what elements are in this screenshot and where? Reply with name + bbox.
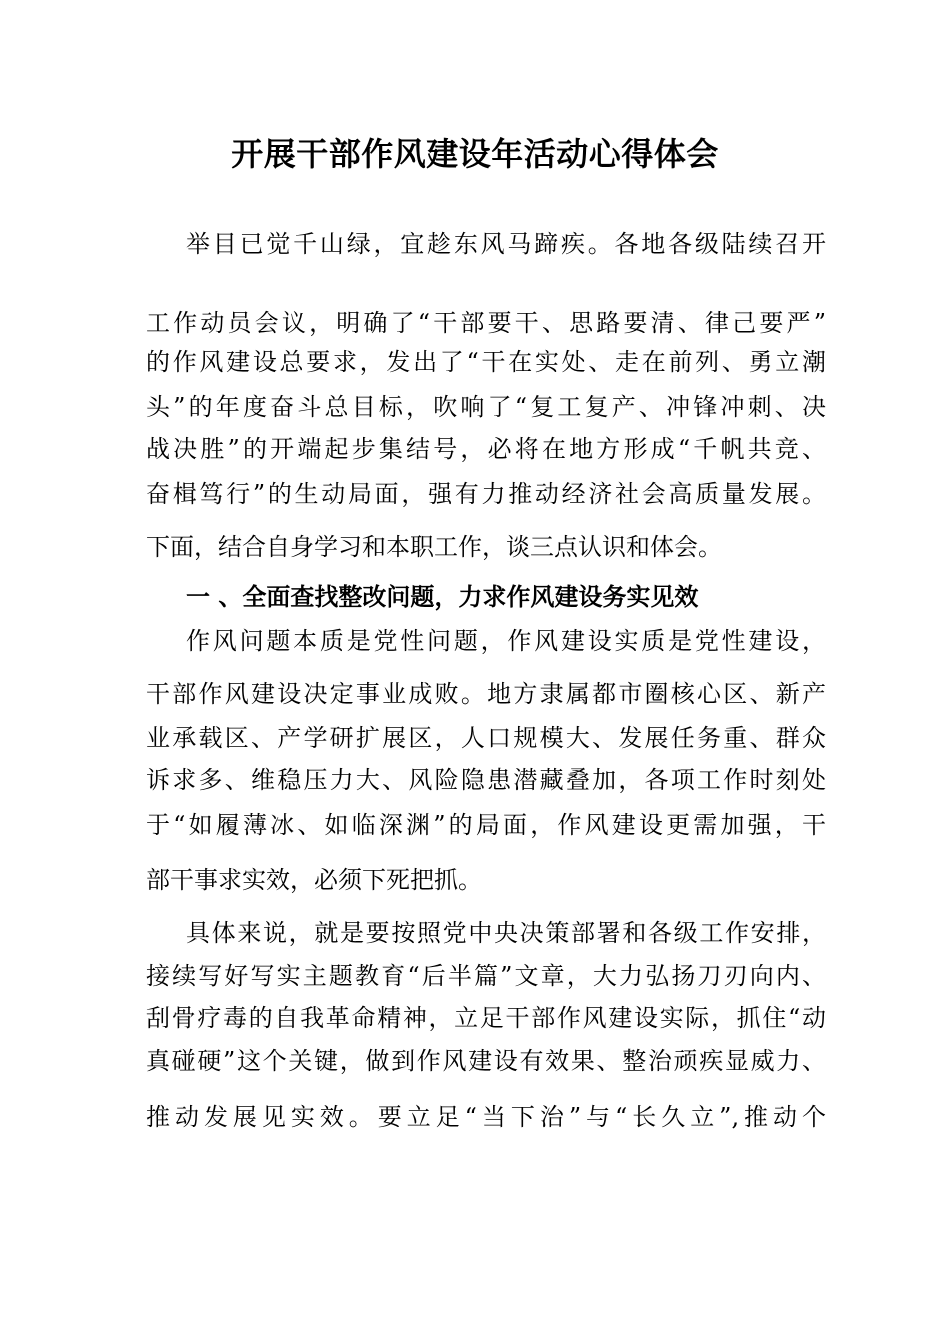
paragraph-3-line-2: 接续写好写实主题教育“后半篇”文章，大力弘扬刀刃向内、 <box>146 962 826 990</box>
paragraph-1-line-2: 工作动员会议，明确了“干部要干、思路要清、律己要严” <box>146 309 826 337</box>
paragraph-1-line-5: 战决胜”的开端起步集结号，必将在地方形成“千帆共竞、 <box>146 435 826 463</box>
paragraph-1-line-1: 举目已觉千山绿，宜趁东风马蹄疾。各地各级陆续召开 <box>186 230 826 258</box>
document-title: 开展干部作风建设年活动心得体会 <box>231 135 719 173</box>
paragraph-3-line-1: 具体来说，就是要按照党中央决策部署和各级工作安排， <box>186 919 826 947</box>
paragraph-1-line-3: 的作风建设总要求，发出了“干在实处、走在前列、勇立潮 <box>146 348 826 376</box>
section-1-heading: 一 、全面查找整改问题，力求作风建设务实见效 <box>186 583 699 611</box>
paragraph-2-line-2: 干部作风建设决定事业成败。地方隶属都市圈核心区、新产 <box>146 680 826 708</box>
paragraph-2-line-6: 部干事求实效，必须下死把抓。 <box>146 866 482 894</box>
paragraph-1-line-7: 下面，结合自身学习和本职工作，谈三点认识和体会。 <box>146 533 722 561</box>
paragraph-1-line-6: 奋楫笃行”的生动局面，强有力推动经济社会高质量发展。 <box>146 480 826 508</box>
paragraph-1-line-4: 头”的年度奋斗总目标，吹响了“复工复产、冲锋冲刺、决 <box>146 393 826 421</box>
paragraph-2-line-1: 作风问题本质是党性问题，作风建设实质是党性建设， <box>186 627 826 655</box>
paragraph-2-line-3: 业承载区、产学研扩展区，人口规模大、发展任务重、群众 <box>146 724 826 752</box>
paragraph-3-line-3: 刮骨疗毒的自我革命精神，立足干部作风建设实际，抓住“动 <box>146 1004 826 1032</box>
paragraph-3-line-4: 真碰硬”这个关键，做到作风建设有效果、整治顽疾显威力、 <box>146 1047 826 1075</box>
paragraph-3-line-5: 推动发展见实效。要立足“当下治”与“长久立”,推动个 <box>146 1103 826 1131</box>
paragraph-2-line-5: 于“如履薄冰、如临深渊”的局面，作风建设更需加强，干 <box>146 811 826 839</box>
paragraph-2-line-4: 诉求多、维稳压力大、风险隐患潜藏叠加，各项工作时刻处 <box>146 766 826 794</box>
